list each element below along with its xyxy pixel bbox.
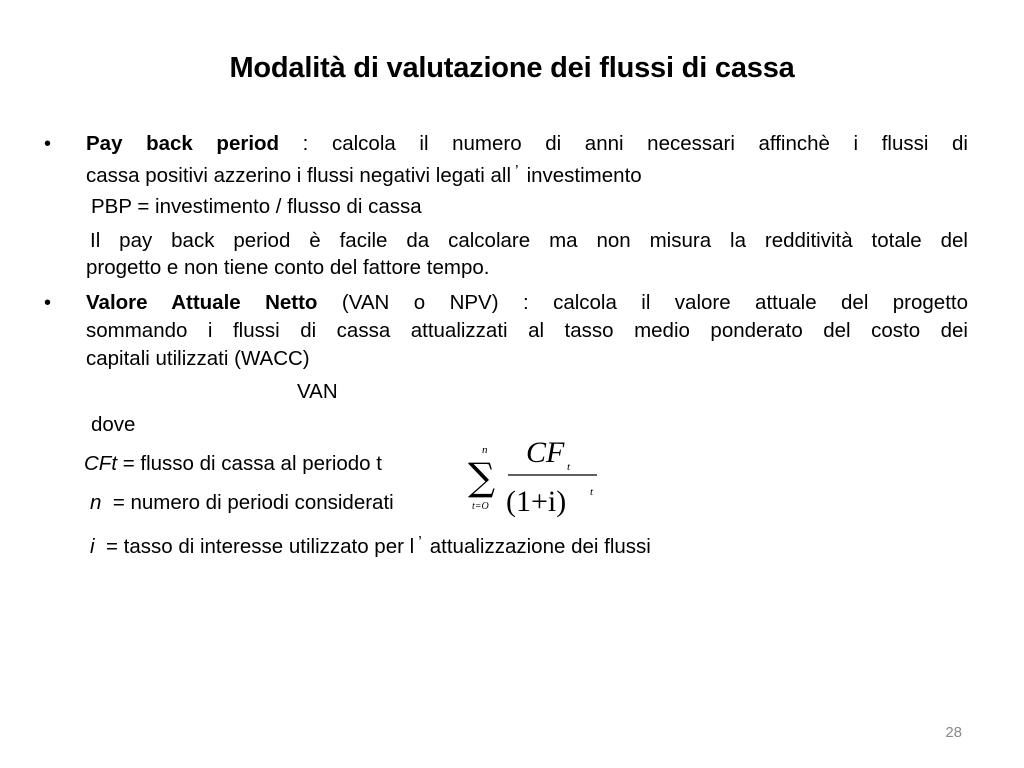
numerator-cf: CF bbox=[526, 438, 565, 469]
dove-label: dove bbox=[91, 413, 136, 436]
sum-lower-limit: t=O bbox=[472, 501, 489, 512]
denominator-exponent: t bbox=[590, 486, 594, 498]
bullet2-line1-text: (VAN o NPV) : calcola il valore attuale del progetto bbox=[341, 291, 969, 314]
bullet1-line1-text: : calcola il numero di anni necessari affinchè i flussi di bbox=[302, 132, 968, 155]
bullet1-line1 bbox=[86, 132, 968, 156]
bullet1-term: Pay back period bbox=[86, 132, 280, 155]
apostrophe: ’ bbox=[418, 534, 422, 551]
i-def-pre: = tasso di interesse utilizzato per l bbox=[105, 535, 415, 558]
numerator-subscript: t bbox=[567, 461, 571, 473]
page-number: 28 bbox=[945, 724, 962, 741]
n-symbol: n bbox=[90, 491, 102, 514]
sigma-symbol: ∑ bbox=[468, 455, 496, 499]
denominator: (1+i) bbox=[506, 485, 567, 518]
pbp-formula: PBP = investimento / flusso di cassa bbox=[91, 195, 422, 218]
apostrophe: ’ bbox=[515, 163, 519, 180]
bullet-marker: • bbox=[44, 133, 52, 155]
van-formula bbox=[464, 438, 614, 518]
i-symbol: i bbox=[90, 535, 95, 558]
bullet2-line2: sommando i flussi di cassa attualizzati al tasso medio ponderato del costo dei bbox=[86, 319, 968, 342]
cft-symbol: CFt bbox=[84, 452, 118, 475]
n-definition bbox=[90, 491, 394, 515]
n-def-text: = numero di periodi considerati bbox=[112, 491, 394, 514]
cft-def-text: = flusso di cassa al periodo t bbox=[122, 452, 382, 475]
bullet1-line2-post: investimento bbox=[526, 164, 642, 187]
cft-definition bbox=[84, 452, 382, 476]
bullet1-note-line2: progetto e non tiene conto del fattore tempo. bbox=[86, 256, 490, 279]
slide-title: Modalità di valutazione dei flussi di cassa bbox=[229, 52, 795, 84]
bullet1-line2-pre: cassa positivi azzerino i flussi negativi legati all bbox=[86, 164, 512, 187]
i-definition bbox=[90, 531, 651, 559]
bullet2-line3: capitali utilizzati (WACC) bbox=[86, 347, 310, 370]
bullet2-term: Valore Attuale Netto bbox=[86, 291, 318, 314]
i-def-post: attualizzazione dei flussi bbox=[429, 535, 651, 558]
bullet1-note-line1: Il pay back period è facile da calcolare ma non misura la redditività totale del bbox=[90, 229, 968, 252]
bullet-marker: • bbox=[44, 292, 52, 314]
bullet1-line2 bbox=[86, 160, 642, 188]
sum-upper-limit: n bbox=[482, 444, 488, 456]
van-label: VAN bbox=[297, 380, 338, 403]
bullet2-line1 bbox=[86, 291, 968, 315]
